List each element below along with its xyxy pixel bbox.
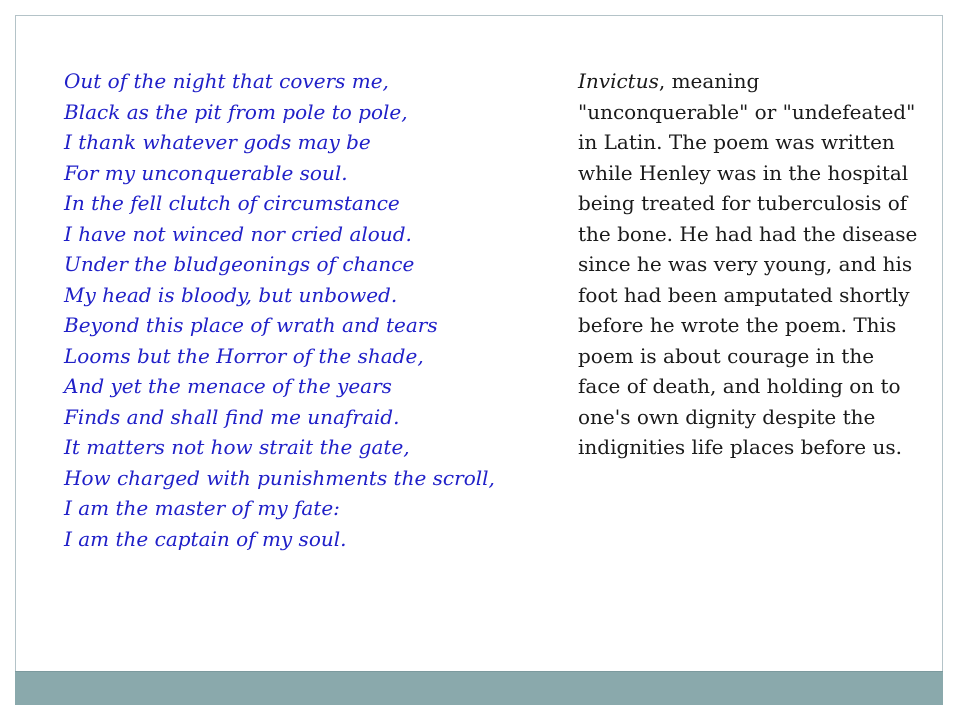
poem <box>64 66 574 554</box>
poem-line: My head is bloody, but unbowed. <box>64 282 398 307</box>
poem-line: I thank whatever gods may be <box>64 130 371 154</box>
commentary-paragraph <box>578 66 918 463</box>
poem-line: Finds and shall find me unafraid. <box>64 404 400 429</box>
poem-line: I am the master of my fate: <box>64 496 340 520</box>
poem-line: Out of the night that covers me, <box>64 69 389 93</box>
poem-line: In the fell clutch of circumstance <box>64 191 400 215</box>
poem-line: For my unconquerable soul. <box>64 160 348 185</box>
poem-line: I am the captain of my soul. <box>64 526 347 551</box>
commentary-body: , meaning "unconquerable" or "undefeated" in Latin. The poem was written while Henley was in the hospital being treated for tuberculosis of the bone. He had had the disease since he was very young, and his foot had been amputated shortly before he wrote the poem. This poem is about courage in the face of death, and holding on to one's own dignity despite the indignities life places before us. <box>578 69 918 459</box>
poem-line: It matters not how strait the gate, <box>64 435 410 459</box>
poem-line: How charged with punishments the scroll, <box>64 465 495 490</box>
footer-bar <box>15 671 943 705</box>
poem-line: Black as the pit from pole to pole, <box>64 99 408 124</box>
poem-line: Beyond this place of wrath and tears <box>64 313 438 337</box>
poem-title: Invictus <box>578 69 659 93</box>
poem-line: I have not winced nor cried aloud. <box>64 221 412 246</box>
poem-line: Looms but the Horror of the shade, <box>64 343 424 368</box>
poem-line: Under the bludgeonings of chance <box>64 252 415 276</box>
poem-line: And yet the menace of the years <box>64 374 392 398</box>
